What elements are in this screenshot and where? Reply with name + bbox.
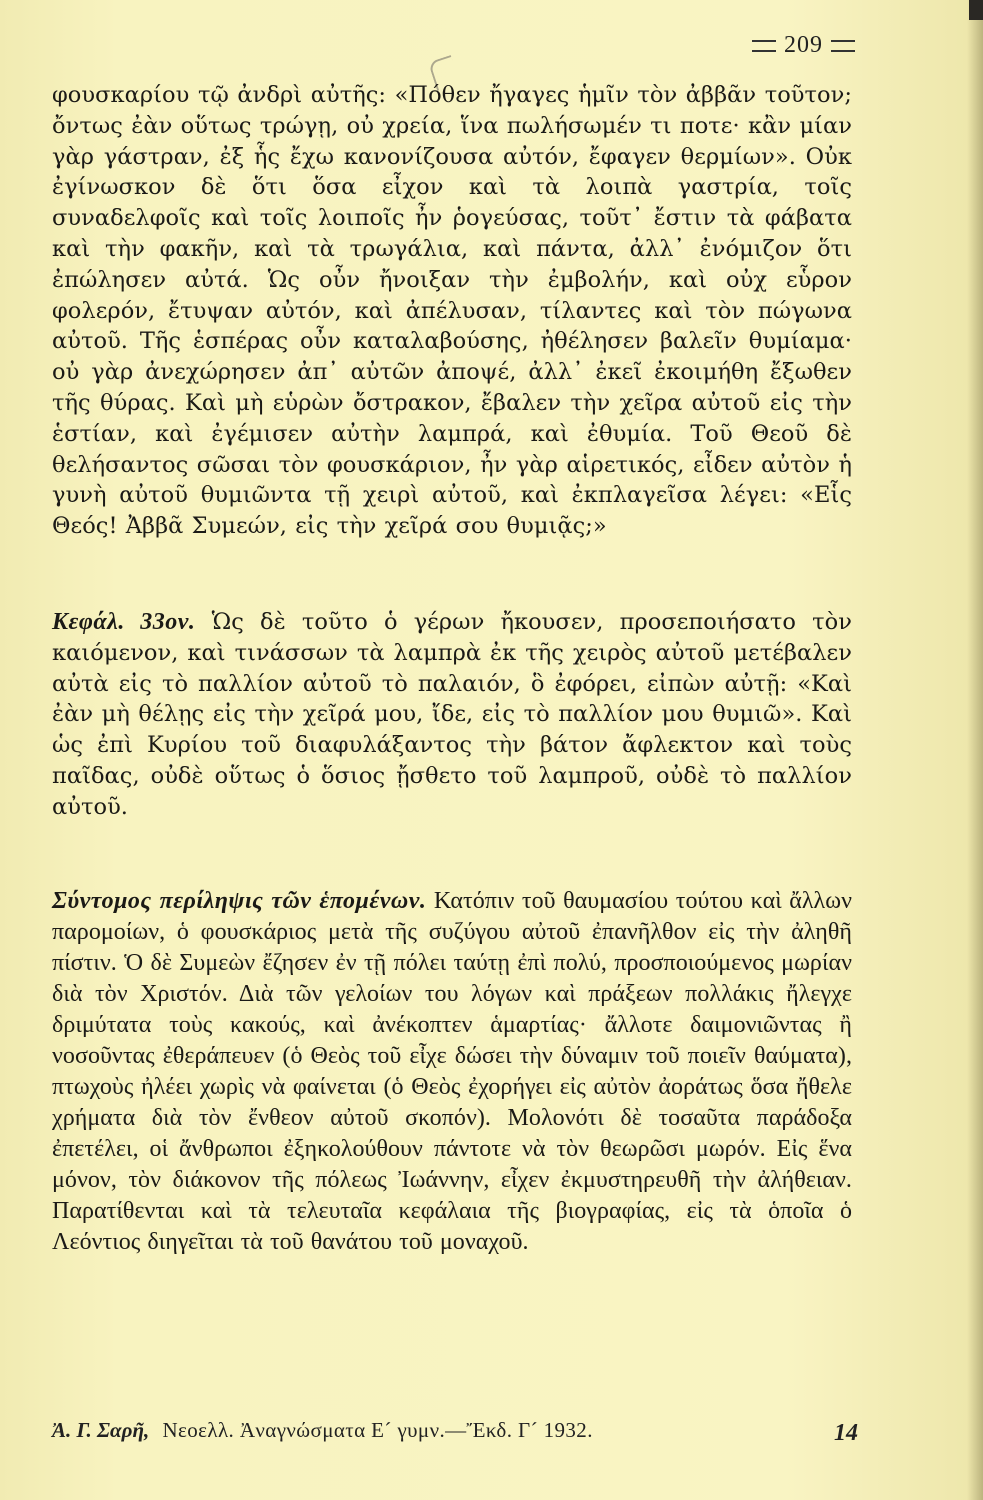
- paragraph-2: [52, 607, 852, 823]
- paragraph-2-text: Ὡς δὲ τοῦτο ὁ γέρων ἤκουσεν, προσεποιήσατο τὸν καιόμενον, καὶ τινάσσων τὰ λαμπρὰ ἐκ τῆς χειρὸς αὐτοῦ μετέβαλεν αὐτὰ εἰς τὸ παλλίον αὐτοῦ τὸ παλαιόν, ὃ ἐφόρει, εἰπὼν αὐτῇ: «Καὶ ἐὰν μὴ θέλῃς εἰς τὴν χεῖρά μου, ἴδε, εἰς τὸ παλλίον μου θυμιῶ». Καὶ ὡς ἐπὶ Κυρίου τοῦ διαφυλάξαντος τὴν βάτον ἄφλεκτον καὶ τοὺς παῖδας, οὐδὲ οὕτως ὁ ὅσιος ᾔσθετο τοῦ λαμπροῦ, οὐδὲ τὸ παλλίον αὐτοῦ.: [52, 609, 852, 820]
- page-number-left-rule: [752, 40, 776, 52]
- paragraph-3: [52, 886, 852, 1258]
- corner-mark: [969, 0, 983, 20]
- paragraph-3-text: Κατόπιν τοῦ θαυμασίου τούτου καὶ ἄλλων παρομοίων, ὁ φουσκάριος μετὰ τῆς συζύγου αὐτοῦ ἐπανῆλθον εἰς τὴν ἀληθῆ πίστιν. Ὁ δὲ Συμεὼν ἔζησεν ἐν τῇ πόλει ταύτῃ ἐπὶ πολύ, προσποιούμενος μωρίαν διὰ τὸν Χριστόν. Διὰ τῶν γελοίων του λόγων καὶ πράξεων πολλάκις ἤλεγχε δριμύτατα τοὺς κακούς, καὶ ἀνέκοπτεν ἁμαρτίας· ἄλλοτε δαιμονιῶντας ἢ νοσοῦντας ἐθεράπευεν (ὁ Θεὸς τοῦ εἶχε δώσει τὴν δύναμιν τοῦ ποιεῖν θαύματα), πτωχοὺς ἠλέει χωρὶς νὰ φαίνεται (ὁ Θεὸς ἐχορήγει εἰς αὐτὸν ἀοράτως ὅσα ἤθελε χρήματα διὰ τὸν ἔνθεον αὐτοῦ σκοπόν). Μολονότι δὲ τοσαῦτα παράδοξα ἐπετέλει, οἱ ἄνθρωποι ἐξηκολούθουν πάντοτε νὰ τὸν θεωρῶσι μωρόν. Εἰς ἕνα μόνον, τὸν διάκονον τῆς πόλεως Ἰωάννην, εἶχεν ἐκμυστηρευθῆ τὴν ἀλήθειαν. Παρατίθενται καὶ τὰ τελευταῖα κεφάλαια τῆς βιογραφίας, εἰς τὰ ὁποῖα ὁ Λεόντιος διηγεῖται τὰ τοῦ θανάτου τοῦ μοναχοῦ.: [52, 888, 852, 1255]
- page-number-value: 209: [784, 32, 823, 58]
- footer-citation: Νεοελλ. Ἀναγνώσματα Ε´ γυμν.—Ἔκδ. Γ´ 1932.: [162, 1418, 593, 1442]
- footer-signature: 14: [834, 1420, 858, 1446]
- summary-heading: Σύντομος περίληψις τῶν ἑπομένων.: [52, 888, 427, 914]
- page-number: [744, 32, 863, 59]
- paragraph-1: [52, 80, 852, 542]
- page-number-right-rule: [831, 40, 855, 52]
- footer-author: Ἀ. Γ. Σαρῆ,: [52, 1418, 150, 1442]
- page-edge-shadow: [967, 0, 983, 1500]
- footer: [52, 1418, 858, 1446]
- paragraph-1-text: φουσκαρίου τῷ ἀνδρὶ αὐτῆς: «Πόθεν ἤγαγες ἡμῖν τὸν ἀββᾶν τοῦτον; ὄντως ἐὰν οὕτως τρώγῃ, οὐ χρεία, ἵνα πωλήσωμέν τι ποτε· κἂν μίαν γὰρ γάστραν, ἐξ ἧς ἔχω κανονίζουσα αὐτόν, ἔφαγεν θερμίων». Οὐκ ἐγίνωσκον δὲ ὅτι ὅσα εἶχον καὶ τὰ λοιπὰ γαστρία, τοῖς συναδελφοῖς καὶ τοῖς λοιποῖς ἦν ῥογεύσας, τοῦτ᾿ ἔστιν τὰ φάβατα καὶ τὴν φακῆν, καὶ τὰ τρωγάλια, καὶ πάντα, ἀλλ᾿ ἐνόμιζον ὅτι ἐπώλησεν αὐτά. Ὡς οὖν ἤνοιξαν τὴν ἐμβολήν, καὶ οὐχ εὗρον φολερόν, ἔτυψαν αὐτόν, καὶ ἀπέλυσαν, τίλαντες καὶ τὸν πώγωνα αὐτοῦ. Τῆς ἑσπέρας οὖν καταλαβούσης, ἠθέλησεν βαλεῖν θυμίαμα· οὐ γὰρ ἀνεχώρησεν ἀπ᾿ αὐτῶν ἀποψέ, ἀλλ᾿ ἐκεῖ ἐκοιμήθη ἔξωθεν τῆς θύρας. Καὶ μὴ εὑρὼν ὄστρακον, ἔβαλεν τὴν χεῖρα αὐτοῦ εἰς τὴν ἑστίαν, καὶ ἐγέμισεν αὐτὴν λαμπρά, καὶ ἐθυμία. Τοῦ Θεοῦ δὲ θελήσαντος σῶσαι τὸν φουσκάριον, ἦν γὰρ αἱρετικός, εἶδεν αὐτὸν ἡ γυνὴ αὐτοῦ θυμιῶντα τῇ χειρὶ αὐτοῦ, καὶ ἐκπλαγεῖσα λέγει: «Εἷς Θεός! Ἀββᾶ Συμεών, εἰς τὴν χεῖρά σου θυμιᾷς;»: [52, 82, 852, 540]
- chapter-heading: Κεφάλ. 33ον.: [52, 609, 196, 635]
